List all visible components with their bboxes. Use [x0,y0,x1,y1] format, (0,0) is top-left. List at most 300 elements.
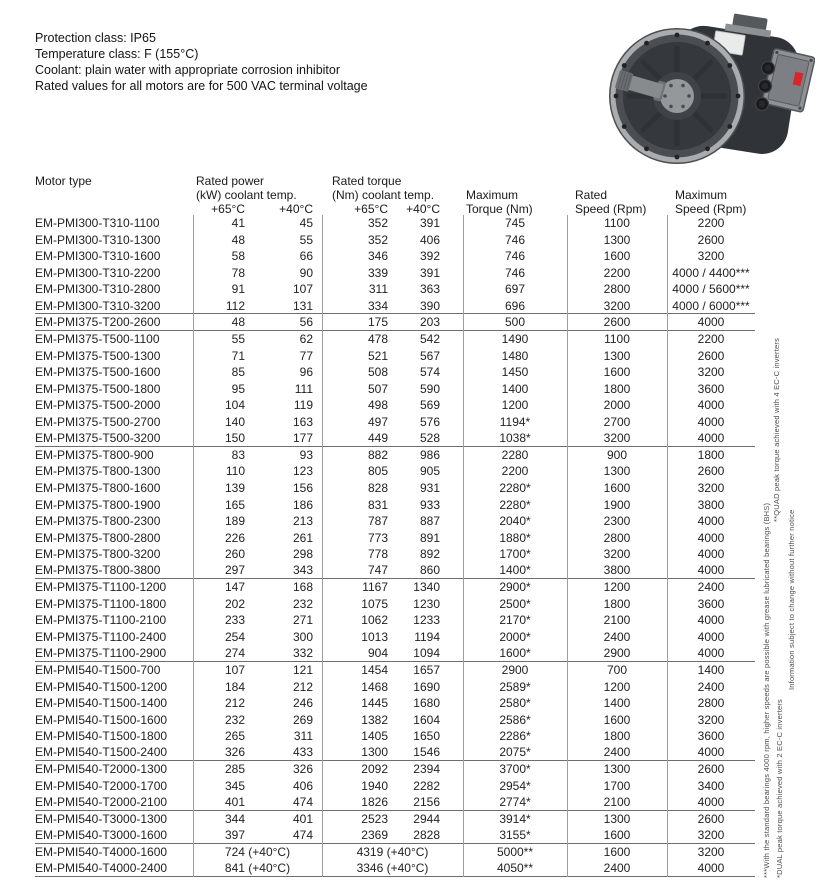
rated-speed-cell: 2800 [603,530,631,545]
torque-40c-cell: 2828 [413,828,440,842]
max-torque-cell: 2286* [499,729,531,744]
power-65c-cell: 297 [224,563,245,578]
torque-40c-cell: 1230 [413,596,440,611]
motor-spec-table [35,174,755,877]
power-65c-cell: 95 [231,381,245,396]
table-row [35,761,755,778]
rated-speed-cell: 2200 [603,265,631,280]
table-row [35,827,755,844]
rated-speed-cell: 1200 [603,679,631,694]
power-40c-cell: 163 [292,414,313,429]
motor-type-cell: EM-PMI375-T800-900 [35,447,154,462]
torque-65c-cell: 1468 [361,679,388,694]
footnote-standard-bearings: ***With the standard bearings 4000 rpm, higher speeds are possible with grease lubricated bearings (BHS) [762,502,771,878]
max-speed-cell: 4000 [697,861,725,876]
torque-65c-cell: 882 [367,447,388,462]
max-speed-cell: 4000 [697,745,725,760]
power-65c-cell: 110 [225,464,245,479]
header-rated-torque: Rated torque [332,174,402,188]
max-torque-cell: 5000** [496,845,534,860]
torque-65c-cell: 334 [367,298,388,313]
torque-65c-cell: 1940 [361,778,388,793]
header-max-torque-line2: Torque (Nm) [466,202,533,216]
power-40c-cell: 55 [299,232,313,247]
rated-speed-cell: 2300 [603,514,631,529]
motor-type-cell: EM-PMI375-T1100-2400 [35,629,167,644]
motor-type-cell: EM-PMI375-T500-1800 [35,381,161,396]
power-65c-cell: 150 [224,430,245,445]
torque-65c-cell: 2523 [361,811,388,826]
header-max-speed-line2: Speed (Rpm) [675,202,747,216]
max-torque-cell: 4050** [496,861,534,876]
rated-speed-cell: 1100 [604,332,630,347]
max-torque-cell: 1200 [501,398,529,413]
max-torque-cell: 2200 [501,464,529,479]
torque-65c-cell: 1013 [361,629,388,644]
max-torque-cell: 1490 [501,332,529,347]
torque-65c-cell: 1445 [361,696,388,711]
torque-40c-cell: 574 [419,365,440,380]
motor-type-cell: EM-PMI540-T4000-2400 [35,861,168,876]
rated-speed-cell: 1600 [603,365,631,380]
motor-type-cell: EM-PMI375-T500-2000 [35,398,161,413]
power-40c-cell: 298 [292,547,313,562]
power-40c-cell: 326 [292,762,313,777]
power-65c-cell: 265 [224,729,245,744]
torque-40c-cell: 391 [419,265,440,280]
column-divider [463,215,464,877]
header-rated-speed-line2: Speed (Rpm) [575,202,647,216]
table-row [35,298,755,315]
torque-40c-cell: 363 [419,282,440,297]
power-40c-cell: 474 [292,794,313,809]
torque-40c-cell: 569 [419,398,440,413]
motor-type-cell: EM-PMI540-T3000-1600 [35,828,168,842]
motor-type-cell: EM-PMI540-T1500-2400 [35,745,168,760]
torque-65c-cell: 449 [367,430,388,445]
info-block [35,30,368,94]
table-row [35,844,755,861]
torque-65c-cell: 805 [367,464,388,479]
header-max-torque-line1: Maximum [466,188,519,202]
torque-65c-cell: 1826 [361,794,388,809]
power-40c-cell: 119 [293,398,313,413]
torque-40c-cell: 905 [419,464,440,479]
max-speed-cell: 4000 [697,315,725,330]
torque-40c-cell: 1233 [413,613,440,628]
max-speed-cell: 2400 [697,580,725,595]
rated-speed-cell: 2100 [603,794,631,809]
power-65c-cell: 139 [224,481,245,496]
power-40c-cell: 123 [292,464,313,479]
torque-40c-cell: 406 [419,232,440,247]
power-40c-cell: 269 [292,712,313,727]
torque-40c-cell: 576 [419,414,440,429]
rated-speed-cell: 700 [606,663,628,678]
torque-65c-cell: 352 [367,216,388,231]
power-40c-cell: 213 [292,514,313,529]
footnote-quad-peak-torque: **QUAD peak torque achieved with 4 EC-C inverters [772,337,781,522]
table-row [35,811,755,828]
header-motor-type: Motor type [35,174,92,188]
torque-65c-cell: 346 [367,249,388,264]
max-torque-cell: 696 [504,298,526,313]
table-row [35,529,755,546]
power-40c-cell: 93 [299,447,313,462]
rated-speed-cell: 1100 [604,216,630,231]
power-40c-cell: 186 [292,497,313,512]
power-40c-cell: 107 [292,282,313,297]
max-torque-cell: 2774* [499,794,531,809]
power-65c-cell: 48 [231,315,245,330]
max-speed-cell: 3200 [697,845,725,860]
torque-40c-cell: 860 [419,563,440,578]
torque-40c-cell: 1604 [413,712,440,727]
torque-40c-cell: 986 [419,447,440,462]
max-speed-cell: 3600 [697,596,725,611]
table-row [35,794,755,811]
table-row [35,678,755,695]
footnote-dual-peak-torque: *DUAL peak torque achieved with 2 EC-C inverters [775,699,784,878]
max-torque-cell: 3700* [499,762,531,777]
motor-type-cell: EM-PMI540-T1500-1200 [35,679,168,694]
table-row [35,728,755,745]
power-65c-cell: 326 [224,745,245,760]
rated-speed-cell: 3200 [603,547,631,562]
max-torque-cell: 1450 [501,365,529,380]
torque-40c-cell: 590 [419,381,440,396]
rated-speed-cell: 1600 [603,845,631,860]
power-65c-cell: 274 [224,645,245,660]
power-65c-cell: 41 [231,216,245,231]
motor-type-cell: EM-PMI375-T500-1100 [35,332,160,347]
torque-65c-cell: 778 [367,547,388,562]
max-torque-cell: 2170* [499,613,531,628]
motor-type-cell: EM-PMI375-T500-2700 [35,414,161,429]
max-speed-cell: 2200 [697,216,725,231]
torque-40c-cell: 1650 [413,729,440,744]
motor-type-cell: EM-PMI540-T1500-1400 [35,696,168,711]
max-torque-cell: 1480 [501,348,529,363]
rated-speed-cell: 2400 [603,629,631,644]
header-rated-power: Rated power [196,174,265,188]
torque-65c-cell: 4319 (+40°C) [356,845,429,860]
motor-type-cell: EM-PMI540-T1500-700 [35,663,161,678]
info-line: Temperature class: F (155°C) [35,47,199,61]
power-40c-cell: 433 [292,745,313,760]
torque-40c-cell: 2282 [413,778,440,793]
power-65c-cell: 71 [231,348,245,363]
max-torque-cell: 2280* [499,497,531,512]
torque-40c-cell: 887 [419,514,440,529]
table-row [35,232,755,249]
motor-type-cell: EM-PMI375-T800-3200 [35,547,161,562]
torque-40c-cell: 1657 [413,663,440,678]
power-40c-cell: 121 [292,663,313,678]
table-row [35,745,755,762]
max-speed-cell: 4000 [697,645,725,660]
rated-speed-cell: 2400 [603,745,631,760]
power-40c-cell: 246 [292,696,313,711]
table-row [35,480,755,497]
table-row [35,364,755,381]
table-row [35,331,755,348]
power-65c-cell: 58 [231,249,245,264]
max-torque-cell: 500 [504,315,526,330]
power-65c-cell: 165 [224,497,245,512]
torque-40c-cell: 392 [419,249,440,264]
motor-front-face-icon [609,28,745,164]
max-speed-cell: 2600 [697,348,725,363]
rated-speed-cell: 3200 [603,430,631,445]
max-speed-cell: 2200 [697,332,725,347]
max-torque-cell: 2589* [499,679,531,694]
power-40c-cell: 77 [299,348,313,363]
torque-65c-cell: 1075 [361,596,388,611]
table-row [35,281,755,298]
motor-type-cell: EM-PMI375-T800-1300 [35,464,161,479]
torque-40c-cell: 528 [419,430,440,445]
table-row [35,215,755,232]
power-65c-cell: 285 [224,762,245,777]
max-torque-cell: 3914* [499,811,531,826]
rated-speed-cell: 1600 [603,481,631,496]
power-65c-cell: 85 [231,365,245,380]
rated-speed-cell: 1300 [603,762,631,777]
max-speed-cell: 4000 [697,398,725,413]
max-torque-cell: 2900 [501,663,529,678]
header-torque-40c: +40°C [406,202,440,216]
power-40c-cell: 131 [292,298,313,313]
max-torque-cell: 2280* [499,481,531,496]
motor-type-cell: EM-PMI375-T500-3200 [35,430,161,445]
power-40c-cell: 406 [292,778,313,793]
rated-speed-cell: 2800 [603,282,631,297]
torque-65c-cell: 828 [367,481,388,496]
table-row [35,645,755,662]
power-65c-cell: 48 [231,232,245,247]
max-speed-cell: 4000 [697,547,725,562]
max-speed-cell: 4000 [697,629,725,644]
torque-40c-cell: 1680 [413,696,440,711]
torque-65c-cell: 478 [367,332,388,347]
max-torque-cell: 746 [504,232,526,247]
power-40c-cell: 261 [292,530,313,545]
motor-type-cell: EM-PMI540-T2000-1700 [35,778,168,793]
motor-type-cell: EM-PMI300-T310-2800 [35,282,161,297]
power-40c-cell: 232 [292,596,313,611]
table-row [35,711,755,728]
column-divider [667,215,668,877]
max-speed-cell: 3200 [697,828,725,842]
rated-speed-cell: 1300 [603,811,631,826]
motor-type-cell: EM-PMI375-T1100-2100 [35,613,167,628]
power-40c-cell: 45 [299,216,313,231]
rated-speed-cell: 1700 [603,778,631,793]
motor-type-cell: EM-PMI375-T1100-1200 [35,580,167,595]
power-40c-cell: 168 [292,580,313,595]
rated-speed-cell: 1300 [603,232,631,247]
max-torque-cell: 1600* [499,645,531,660]
rated-speed-cell: 1800 [603,381,631,396]
motor-type-cell: EM-PMI540-T2000-1300 [35,762,168,777]
torque-40c-cell: 2944 [413,811,440,826]
max-torque-cell: 2075* [499,745,531,760]
power-65c-cell: 91 [231,282,245,297]
torque-65c-cell: 352 [367,232,388,247]
rated-speed-cell: 2900 [603,645,631,660]
motor-type-cell: EM-PMI375-T800-2300 [35,514,161,529]
max-torque-cell: 2500* [499,596,531,611]
table-row [35,447,755,464]
table-row [35,397,755,414]
rated-speed-cell: 1800 [603,729,631,744]
torque-65c-cell: 175 [367,315,388,330]
power-65c-cell: 232 [224,712,245,727]
table-row [35,430,755,447]
max-torque-cell: 1038* [499,430,531,445]
torque-65c-cell: 521 [367,348,388,363]
torque-40c-cell: 1094 [413,645,440,660]
table-row [35,778,755,795]
info-line: Coolant: plain water with appropriate corrosion inhibitor [35,63,341,77]
motor-type-cell: EM-PMI375-T200-2600 [35,315,161,330]
max-speed-cell: 3200 [697,712,725,727]
power-65c-cell: 78 [231,265,245,280]
power-40c-cell: 300 [292,629,313,644]
motor-type-cell: EM-PMI540-T3000-1300 [35,811,168,826]
header-rated-torque-sub: (Nm) coolant temp. [332,188,435,202]
torque-65c-cell: 339 [367,265,388,280]
torque-40c-cell: 1546 [413,745,440,760]
footnote-information-change: Information subject to change without further notice [787,509,796,690]
max-speed-cell: 4000 [697,430,725,445]
torque-65c-cell: 498 [367,398,388,413]
rated-speed-cell: 1400 [603,696,631,711]
max-torque-cell: 2954* [499,778,531,793]
table-row [35,695,755,712]
column-divider [322,215,323,877]
torque-40c-cell: 933 [419,497,440,512]
header-rated-power-sub: (kW) coolant temp. [196,188,297,202]
torque-65c-cell: 507 [367,381,388,396]
max-speed-cell: 3200 [697,249,725,264]
power-65c-cell: 401 [224,794,245,809]
rated-speed-cell: 1600 [603,828,631,842]
max-torque-cell: 2586* [499,712,531,727]
power-65c-cell: 260 [224,547,245,562]
info-line: Rated values for all motors are for 500 VAC terminal voltage [35,79,368,93]
torque-65c-cell: 831 [367,497,388,512]
header-power-40c: +40°C [279,202,313,216]
header-max-speed-line1: Maximum [675,188,728,202]
motor-type-cell: EM-PMI375-T1100-1800 [35,596,167,611]
rated-speed-cell: 3200 [603,298,631,313]
max-torque-cell: 3155* [499,828,531,842]
torque-65c-cell: 508 [367,365,388,380]
max-torque-cell: 745 [504,216,526,231]
torque-65c-cell: 2369 [361,828,388,842]
table-row [35,513,755,530]
power-65c-cell: 202 [224,596,245,611]
column-divider [567,215,568,877]
rated-speed-cell: 2100 [603,613,631,628]
max-speed-cell: 4000 [697,414,725,429]
power-40c-cell: 156 [292,481,313,496]
torque-65c-cell: 1454 [361,663,388,678]
max-torque-cell: 746 [504,249,526,264]
table-row [35,662,755,679]
torque-40c-cell: 391 [419,216,440,231]
table-row [35,596,755,613]
max-torque-cell: 1400* [499,563,531,578]
motor-product-photo [597,6,815,168]
max-speed-cell: 1400 [697,663,725,678]
table-row [35,265,755,282]
info-line: Protection class: IP65 [35,31,156,45]
max-torque-cell: 1194* [499,414,531,429]
max-torque-cell: 2900* [499,580,531,595]
rated-speed-cell: 2400 [603,861,631,876]
rated-speed-cell: 1600 [603,249,631,264]
max-torque-cell: 746 [504,265,526,280]
rated-speed-cell: 1200 [603,580,631,595]
rated-speed-cell: 2000 [603,398,631,413]
max-speed-cell: 1800 [697,447,725,462]
header-power-65c: +65°C [211,202,245,216]
max-torque-cell: 1700* [499,547,531,562]
table-row [35,414,755,431]
power-65c-cell: 147 [224,580,245,595]
max-speed-cell: 3800 [697,497,725,512]
max-speed-cell: 4000 [697,563,725,578]
torque-65c-cell: 3346 (+40°C) [356,861,429,876]
table-row [35,629,755,646]
torque-65c-cell: 904 [367,645,388,660]
power-40c-cell: 271 [292,613,313,628]
rated-speed-cell: 2600 [603,315,631,330]
table-body [35,215,755,877]
torque-40c-cell: 1690 [413,679,440,694]
torque-65c-cell: 1405 [361,729,388,744]
table-row [35,612,755,629]
motor-type-cell: EM-PMI375-T1100-2900 [35,645,167,660]
power-65c-cell: 397 [224,828,245,842]
max-torque-cell: 1880* [499,530,531,545]
table-row [35,347,755,364]
power-65c-cell: 104 [224,398,245,413]
power-40c-cell: 212 [292,679,313,694]
column-divider [193,215,194,877]
max-speed-cell: 3600 [697,729,725,744]
torque-65c-cell: 2092 [361,762,388,777]
rated-speed-cell: 1900 [603,497,631,512]
power-40c-cell: 111 [294,381,313,396]
table-row [35,463,755,480]
power-65c-cell: 55 [231,332,245,347]
power-65c-cell: 233 [224,613,245,628]
torque-40c-cell: 2156 [413,794,440,809]
max-speed-cell: 2600 [697,232,725,247]
power-65c-cell: 83 [231,447,245,462]
torque-40c-cell: 891 [419,530,440,545]
torque-40c-cell: 1340 [413,580,440,595]
power-40c-cell: 56 [299,315,313,330]
max-speed-cell: 4000 [697,794,725,809]
rated-speed-cell: 1800 [603,596,631,611]
torque-65c-cell: 773 [367,530,388,545]
rated-speed-cell: 1300 [603,348,631,363]
